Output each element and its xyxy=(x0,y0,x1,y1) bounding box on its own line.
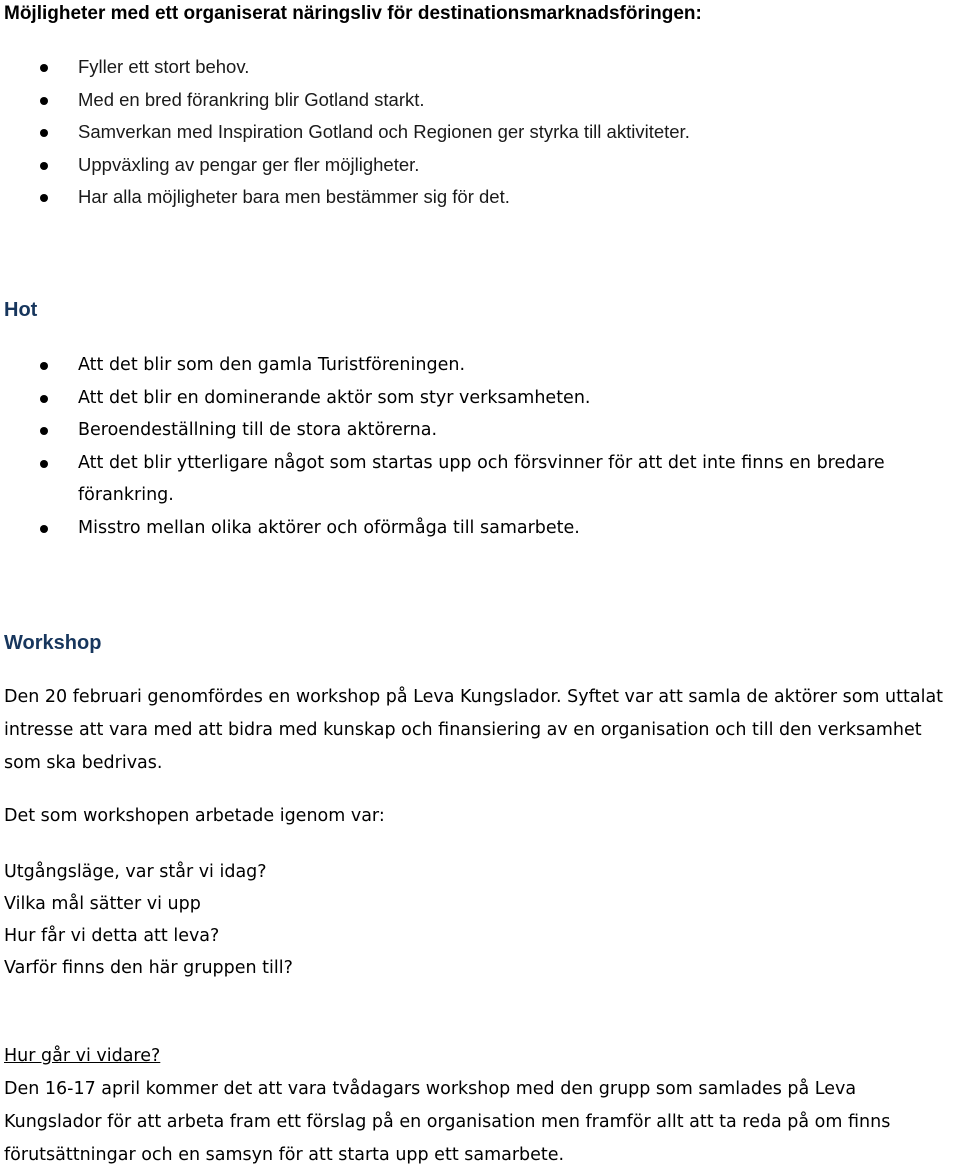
bullet-icon xyxy=(40,64,48,72)
opportunities-heading: Möjligheter med ett organiserat näringsliv för destinationsmarknadsföringen: xyxy=(4,3,702,24)
question-line: Varför finns den här gruppen till? xyxy=(4,958,293,978)
question-line: Vilka mål sätter vi upp xyxy=(4,894,201,914)
list-item: Uppväxling av pengar ger fler möjligheter. xyxy=(0,149,960,182)
next-steps-heading: Hur går vi vidare? xyxy=(4,1046,161,1066)
workshop-questions xyxy=(4,856,293,984)
hot-list xyxy=(0,349,960,544)
opportunities-list xyxy=(0,51,960,214)
bullet-icon xyxy=(40,129,48,137)
bullet-icon xyxy=(40,162,48,170)
bullet-icon xyxy=(40,460,48,468)
question-line: Hur får vi detta att leva? xyxy=(4,926,220,946)
list-item: Att det blir en dominerande aktör som styr verksamheten. xyxy=(0,382,960,415)
bullet-icon xyxy=(40,362,48,370)
bullet-icon xyxy=(40,395,48,403)
hot-heading: Hot xyxy=(4,299,38,321)
workshop-heading: Workshop xyxy=(4,632,102,654)
next-steps-paragraph: Den 16-17 april kommer det att vara tvådagars workshop med den grupp som samlades på Leva Kungslador för att arbeta fram ett förslag på en organisation men framför allt att ta reda på om finns förutsättningar och en samsyn för att starta upp ett samarbete. xyxy=(4,1079,891,1165)
bullet-icon xyxy=(40,525,48,533)
workshop-paragraph: Den 20 februari genomfördes en workshop på Leva Kungslador. Syftet var att samla de aktörer som uttalat intresse att vara med att bidra med kunskap och finansiering av en organisation och till den verksamhet som ska bedrivas. xyxy=(4,687,944,773)
list-item: Har alla möjligheter bara men bestämmer sig för det. xyxy=(0,181,960,214)
bullet-icon xyxy=(40,427,48,435)
list-item: Samverkan med Inspiration Gotland och Regionen ger styrka till aktiviteter. xyxy=(0,116,960,149)
workshop-intro: Det som workshopen arbetade igenom var: xyxy=(4,806,385,826)
bullet-icon xyxy=(40,194,48,202)
list-item: Att det blir ytterligare något som startas upp och försvinner för att det inte finns en bredare förankring. xyxy=(0,447,960,512)
list-item: Beroendeställning till de stora aktörerna. xyxy=(0,414,960,447)
bullet-icon xyxy=(40,97,48,105)
list-item: Att det blir som den gamla Turistföreningen. xyxy=(0,349,960,382)
list-item: Fyller ett stort behov. xyxy=(0,51,960,84)
question-line: Utgångsläge, var står vi idag? xyxy=(4,862,267,882)
list-item: Med en bred förankring blir Gotland starkt. xyxy=(0,84,960,117)
list-item: Misstro mellan olika aktörer och oförmåga till samarbete. xyxy=(0,512,960,545)
